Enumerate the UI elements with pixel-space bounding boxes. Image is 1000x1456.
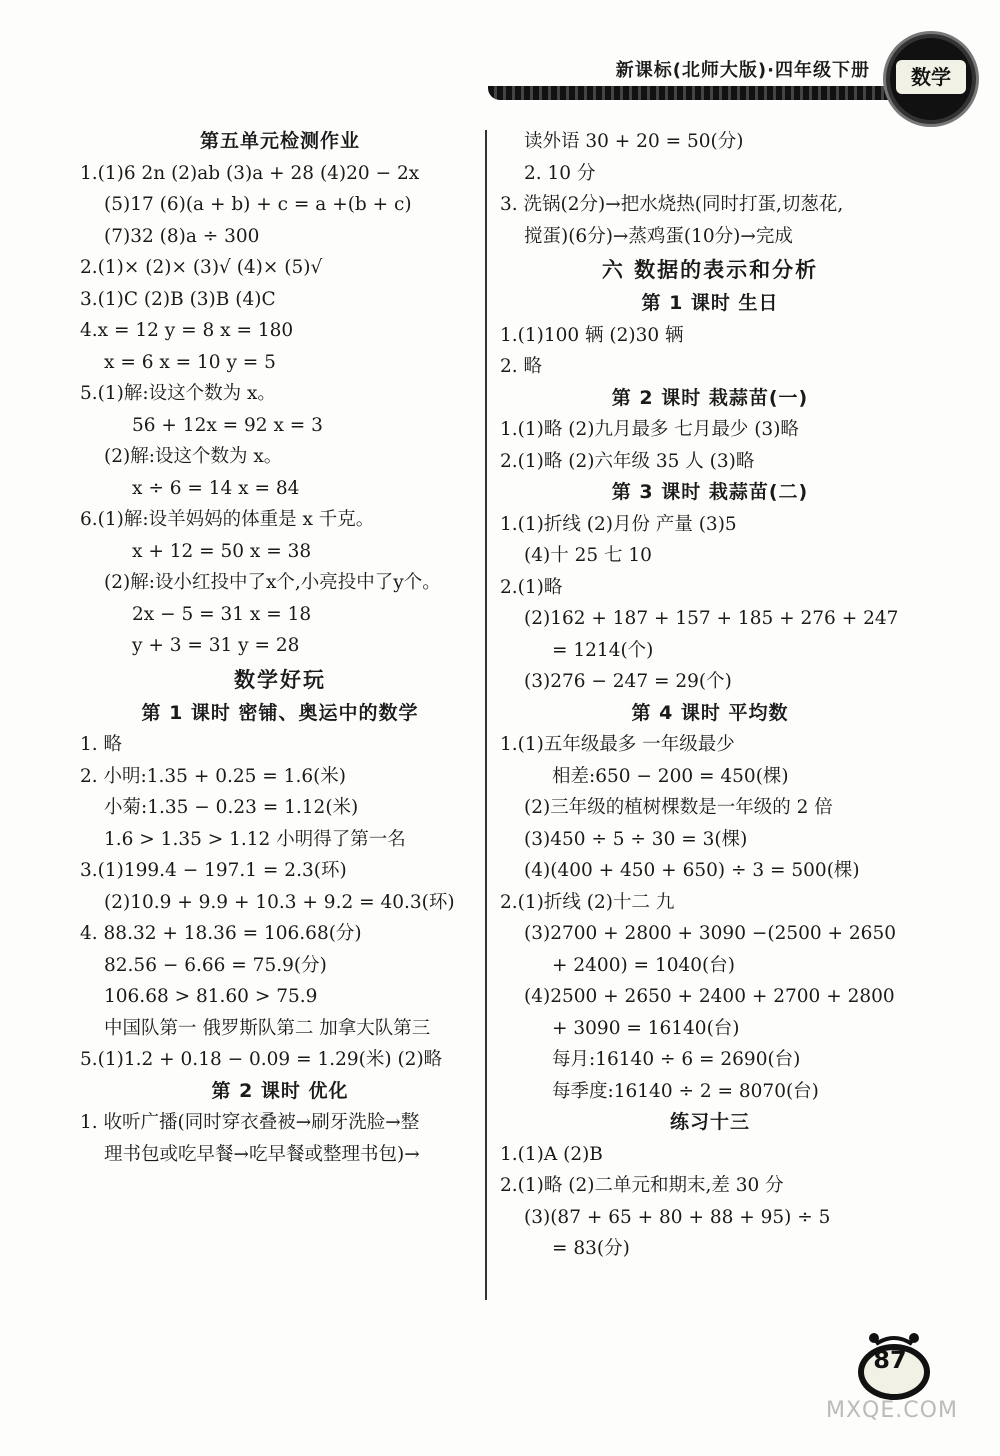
answer-line: 1.(1)五年级最多 一年级最少 <box>500 734 735 755</box>
answer-line: (7)32 (8)a ÷ 300 <box>104 225 260 247</box>
subject-badge-label: 数学 <box>896 60 966 94</box>
answer-line: 2x − 5 = 31 x = 18 <box>132 603 312 625</box>
answer-line: 中国队第一 俄罗斯队第二 加拿大队第三 <box>104 1017 431 1039</box>
answer-line: 理书包或吃早餐→吃早餐或整理书包)→ <box>104 1143 420 1165</box>
section-title: 六 数据的表示和分析 <box>601 258 819 282</box>
answer-line: 2.(1)× (2)× (3)√ (4)× (5)√ <box>80 257 323 278</box>
page-number: 87 <box>873 1346 907 1374</box>
answer-line: (3)(87 + 65 + 80 + 88 + 95) ÷ 5 <box>524 1206 831 1228</box>
answer-line: 2. 小明:1.35 + 0.25 = 1.6(米) <box>80 765 347 787</box>
answer-line: 小菊:1.35 − 0.23 = 1.12(米) <box>104 797 359 818</box>
answer-line: (5)17 (6)(a + b) + c = a +(b + c) <box>104 194 412 215</box>
answer-line: 3.(1)199.4 − 197.1 = 2.3(环) <box>80 860 347 881</box>
lesson-heading: 第 1 课时 密铺、奥运中的数学 <box>141 701 419 724</box>
answer-line: 4. 88.32 + 18.36 = 106.68(分) <box>80 923 362 944</box>
lesson-heading: 第 4 课时 平均数 <box>631 701 789 724</box>
lesson-heading: 第 2 课时 栽蒜苗(一) <box>611 386 809 409</box>
answer-line: (2)解:设这个数为 x。 <box>104 446 283 467</box>
answer-line: 每季度:16140 ÷ 2 = 8070(台) <box>552 1080 819 1102</box>
header-title: 新课标(北师大版)·四年级下册 <box>615 60 870 81</box>
subject-badge <box>886 34 976 124</box>
answer-line: 1.(1)6 2n (2)ab (3)a + 28 (4)20 − 2x <box>80 162 420 184</box>
answer-line: 2. 10 分 <box>524 162 596 184</box>
lesson-heading: 第 1 课时 生日 <box>641 292 779 314</box>
lesson-heading: 练习十三 <box>669 1111 750 1133</box>
answer-line: 1. 略 <box>80 734 123 755</box>
right-column <box>500 126 920 1265</box>
header-band <box>488 86 908 100</box>
answer-line: 5.(1)解:设这个数为 x。 <box>80 383 276 404</box>
answer-line: 2.(1)折线 (2)十二 九 <box>500 891 675 913</box>
answer-line: (2)三年级的植树棵数是一年级的 2 倍 <box>524 797 833 818</box>
answer-line: (3)450 ÷ 5 ÷ 30 = 3(棵) <box>524 828 748 850</box>
answer-line: (3)2700 + 2800 + 3090 −(2500 + 2650 <box>524 923 896 944</box>
answer-line: 1. 收听广播(同时穿衣叠被→刷牙洗脸→整 <box>80 1112 420 1133</box>
watermark: MXQE.COM <box>826 1398 958 1423</box>
answer-line: (2)解:设小红投中了x个,小亮投中了y个。 <box>104 572 441 593</box>
answer-line: 3. 洗锅(2分)→把水烧热(同时打蛋,切葱花, <box>500 194 844 215</box>
answer-line: 读外语 30 + 20 = 50(分) <box>524 131 744 152</box>
left-column <box>80 126 480 1170</box>
answer-line: x + 12 = 50 x = 38 <box>132 540 312 562</box>
lesson-heading: 第 2 课时 优化 <box>211 1079 349 1102</box>
answer-line: 1.(1)略 (2)九月最多 七月最少 (3)略 <box>500 419 799 440</box>
answer-line: 106.68 > 81.60 > 75.9 <box>104 986 318 1007</box>
answer-line: 2.(1)略 <box>500 576 563 598</box>
answer-line: 5.(1)1.2 + 0.18 − 0.09 = 1.29(米) (2)略 <box>80 1049 443 1070</box>
answer-line: x ÷ 6 = 14 x = 84 <box>132 477 300 499</box>
answer-line: 56 + 12x = 92 x = 3 <box>132 414 323 436</box>
answer-line: 2.(1)略 (2)六年级 35 人 (3)略 <box>500 450 755 472</box>
section-title: 数学好玩 <box>234 667 326 692</box>
answer-line: 3.(1)C (2)B (3)B (4)C <box>80 288 276 310</box>
answer-line: 搅蛋)(6分)→蒸鸡蛋(10分)→完成 <box>524 225 793 247</box>
answer-line: + 3090 = 16140(台) <box>552 1017 740 1039</box>
answer-line: 相差:650 − 200 = 450(棵) <box>552 765 789 787</box>
answer-line: 每月:16140 ÷ 6 = 2690(台) <box>552 1049 801 1070</box>
answer-line: = 83(分) <box>552 1238 630 1259</box>
answer-line: 82.56 − 6.66 = 75.9(分) <box>104 954 327 976</box>
answer-line: (2)162 + 187 + 157 + 185 + 276 + 247 <box>524 608 899 629</box>
answer-line: 1.6 > 1.35 > 1.12 小明得了第一名 <box>104 828 406 850</box>
lesson-heading: 第 3 课时 栽蒜苗(二) <box>611 481 809 503</box>
answer-line: 2. 略 <box>500 356 543 377</box>
answer-line: 4.x = 12 y = 8 x = 180 <box>80 320 294 341</box>
answer-line: y + 3 = 31 y = 28 <box>132 635 300 656</box>
answer-line: (3)276 − 247 = 29(个) <box>524 671 732 692</box>
lesson-heading: 第五单元检测作业 <box>199 130 360 152</box>
answer-line: 6.(1)解:设羊妈妈的体重是 x 千克。 <box>80 509 375 530</box>
answer-line: (2)10.9 + 9.9 + 10.3 + 9.2 = 40.3(环) <box>104 891 455 913</box>
answer-line: 1.(1)折线 (2)月份 产量 (3)5 <box>500 513 737 535</box>
answer-line: (4)(400 + 450 + 650) ÷ 3 = 500(棵) <box>524 860 860 881</box>
answer-line: 1.(1)A (2)B <box>500 1143 603 1165</box>
answer-line: + 2400) = 1040(台) <box>552 954 735 976</box>
answer-line: (4)十 25 七 10 <box>524 545 652 566</box>
answer-line: x = 6 x = 10 y = 5 <box>104 351 276 373</box>
answer-line: 2.(1)略 (2)二单元和期末,差 30 分 <box>500 1175 784 1196</box>
answer-line: 1.(1)100 辆 (2)30 辆 <box>500 324 684 346</box>
column-divider <box>485 130 487 1300</box>
answer-line: (4)2500 + 2650 + 2400 + 2700 + 2800 <box>524 986 895 1007</box>
answer-line: = 1214(个) <box>552 639 654 661</box>
